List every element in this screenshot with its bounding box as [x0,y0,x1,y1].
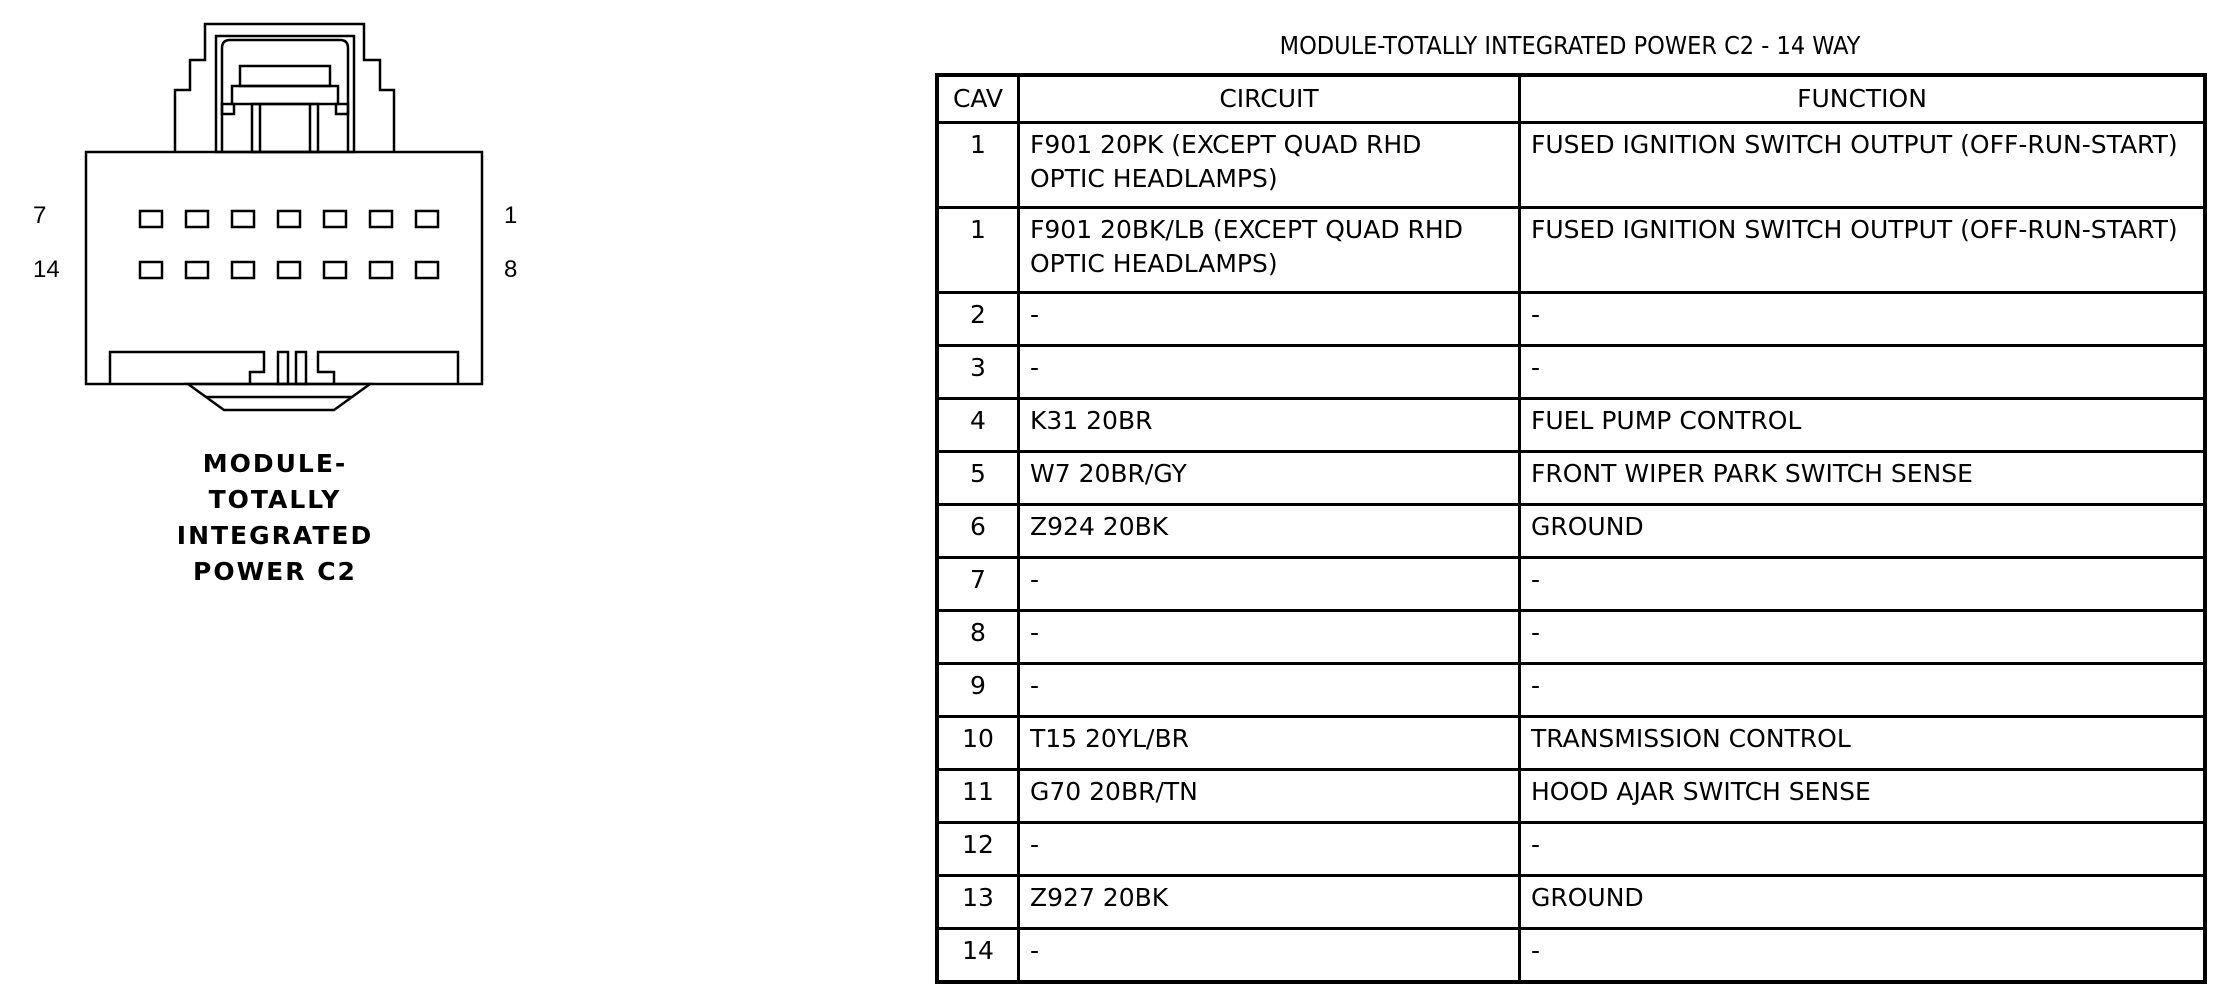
table-row [937,208,2205,293]
circuit-cell: - [1019,611,1520,664]
cav-cell: 6 [937,505,1019,558]
pin-label-8: 8 [504,256,518,283]
cav-cell: 9 [937,664,1019,717]
cav-cell: 14 [937,929,1019,983]
circuit-text: F901 20BK/LB (EXCEPT QUAD RHD OPTIC HEADLAMPS) [1030,215,1463,278]
table-row [937,876,2205,929]
pinout-table [935,73,2207,984]
cav-cell: 12 [937,823,1019,876]
function-cell: - [1520,611,2206,664]
circuit-cell: T15 20YL/BR [1019,717,1520,770]
table-row [937,346,2205,399]
function-cell: HOOD AJAR SWITCH SENSE [1520,770,2206,823]
header-function: FUNCTION [1520,75,2206,123]
function-cell: - [1520,346,2206,399]
table-row [937,399,2205,452]
table-row [937,717,2205,770]
function-cell: - [1520,823,2206,876]
connector-caption [150,446,400,590]
cav-cell: 4 [937,399,1019,452]
circuit-cell [1019,123,1520,208]
function-cell: FUSED IGNITION SWITCH OUTPUT (OFF-RUN-START) [1520,208,2206,293]
function-cell: FUSED IGNITION SWITCH OUTPUT (OFF-RUN-START) [1520,123,2206,208]
connector-diagram [0,0,560,440]
table-row [937,505,2205,558]
circuit-cell: - [1019,293,1520,346]
cavity-row-bottom [140,262,438,278]
caption-line: TOTALLY [208,485,342,514]
circuit-cell: - [1019,823,1520,876]
table-row [937,664,2205,717]
connector-body [86,152,482,384]
function-cell: - [1520,558,2206,611]
function-cell: FUEL PUMP CONTROL [1520,399,2206,452]
cav-cell: 1 [937,208,1019,293]
function-cell: GROUND [1520,876,2206,929]
cav-cell: 7 [937,558,1019,611]
caption-line: INTEGRATED [176,521,374,550]
circuit-cell: - [1019,929,1520,983]
cav-cell: 13 [937,876,1019,929]
circuit-cell [1019,208,1520,293]
circuit-cell: - [1019,558,1520,611]
table-row [937,123,2205,208]
caption-line: POWER C2 [193,557,357,586]
circuit-text: F901 20PK (EXCEPT QUAD RHD OPTIC HEADLAMPS) [1030,130,1422,193]
table-row [937,452,2205,505]
table-row [937,929,2205,983]
table-title: MODULE-TOTALLY INTEGRATED POWER C2 - 14 WAY [1279,31,1861,60]
caption-line: MODULE- [202,449,348,478]
table-row [937,558,2205,611]
cavity-row-top [140,211,438,227]
cav-cell: 2 [937,293,1019,346]
circuit-cell: G70 20BR/TN [1019,770,1520,823]
circuit-cell: - [1019,664,1520,717]
circuit-cell: K31 20BR [1019,399,1520,452]
header-circuit: CIRCUIT [1019,75,1520,123]
connector-latch [175,24,394,152]
pin-label-1: 1 [504,202,518,229]
table-header-row [937,75,2205,123]
function-cell: GROUND [1520,505,2206,558]
circuit-cell: W7 20BR/GY [1019,452,1520,505]
cav-cell: 8 [937,611,1019,664]
table-row [937,293,2205,346]
function-cell: FRONT WIPER PARK SWITCH SENSE [1520,452,2206,505]
pin-label-14: 14 [33,256,60,283]
header-cav: CAV [937,75,1019,123]
table-row [937,823,2205,876]
cav-cell: 11 [937,770,1019,823]
function-cell: TRANSMISSION CONTROL [1520,717,2206,770]
cav-cell: 5 [937,452,1019,505]
function-cell: - [1520,293,2206,346]
function-cell: - [1520,664,2206,717]
table-row [937,770,2205,823]
cav-cell: 3 [937,346,1019,399]
circuit-cell: Z924 20BK [1019,505,1520,558]
cav-cell: 1 [937,123,1019,208]
connector-key [110,352,458,410]
function-cell: - [1520,929,2206,983]
cav-cell: 10 [937,717,1019,770]
circuit-cell: - [1019,346,1520,399]
circuit-cell: Z927 20BK [1019,876,1520,929]
pin-label-7: 7 [33,202,47,229]
table-row [937,611,2205,664]
